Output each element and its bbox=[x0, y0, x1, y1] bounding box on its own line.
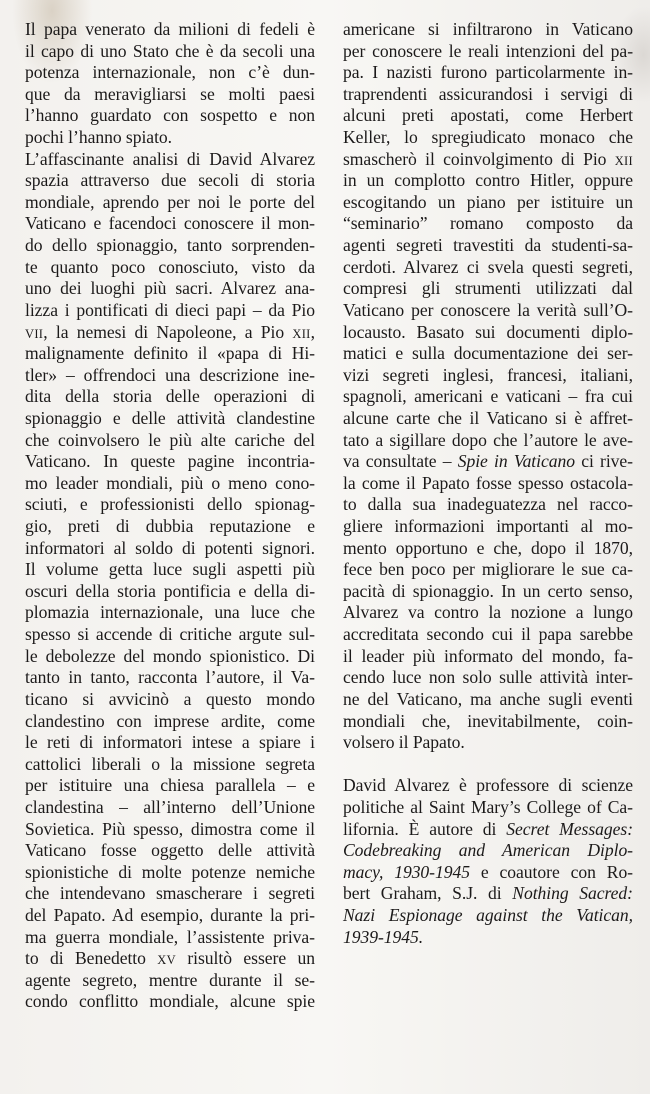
text-line: l’hanno guardato con sospetto e non bbox=[25, 105, 315, 126]
roman-numeral: XII bbox=[614, 153, 633, 168]
bio-line bbox=[343, 840, 633, 862]
text-line: escogitando un piano per istituire un bbox=[343, 191, 633, 212]
roman-numeral: XV bbox=[157, 953, 176, 968]
text-line: la come il Papato fosse spesso ostacola- bbox=[343, 472, 633, 493]
text-line: che coinvolsero le più alte cariche del bbox=[25, 429, 315, 450]
text-line: agenti segreti travestiti da studenti-sa- bbox=[343, 235, 633, 256]
text-segment: smascherò il coinvolgimento di Pio bbox=[343, 148, 615, 169]
text-line: te quanto poco conosciuto, visto da bbox=[25, 256, 315, 277]
text-line: accreditata secondo cui il papa sarebbe bbox=[343, 624, 633, 645]
text-line: dita della storia delle operazioni di bbox=[25, 386, 315, 407]
text-line: per istituire una chiesa parallela – e bbox=[25, 775, 315, 796]
text-line: tanto in tanto, racconta l’autore, il Va- bbox=[25, 667, 315, 688]
text-line: clandestino con imprese ardite, come bbox=[25, 710, 315, 731]
text-line: volsero il Papato. bbox=[343, 732, 465, 753]
text-line: alcuni preti apostati, come Herbert bbox=[343, 105, 633, 126]
text-line: Vaticano per conoscere la verità sull’O- bbox=[343, 299, 633, 320]
text-line: Vaticano. In queste pagine incontria- bbox=[25, 451, 315, 472]
text-line: uno dei luoghi più sacri. Alvarez ana- bbox=[25, 278, 315, 299]
text-line: Alvarez va contro la nozione a lungo bbox=[343, 602, 633, 623]
bio-line bbox=[343, 862, 633, 884]
text-line: lizza i pontificati di dieci papi – da Pio bbox=[25, 299, 315, 320]
blurb-left-column bbox=[25, 19, 315, 1013]
text-line: malignamente definito il «papa di Hi- bbox=[25, 343, 315, 364]
text-line: agente segreto, mentre durante il se- bbox=[25, 969, 315, 990]
book-title-italic: Codebreaking and American Diplo- bbox=[343, 840, 633, 861]
book-title-italic: Nothing Sacred: bbox=[512, 883, 633, 904]
roman-numeral: XII bbox=[292, 326, 311, 341]
text-line: do dello spionaggio, tanto sorprenden- bbox=[25, 235, 315, 256]
bio-line bbox=[343, 819, 633, 841]
author-bio bbox=[343, 775, 633, 948]
text-line: spionistiche di molte potenze nemiche bbox=[25, 861, 315, 882]
text-line: pochi l’hanno spiato. bbox=[25, 127, 173, 148]
text-segment: , bbox=[310, 321, 315, 342]
text-line: “seminario” romano composto da bbox=[343, 213, 633, 234]
text-line: que da meravigliarsi se molti paesi bbox=[25, 83, 315, 104]
text-line: traprendenti assicurandosi i servigi di bbox=[343, 83, 633, 104]
text-line: ticano si avvicinò a questo mondo bbox=[25, 688, 315, 709]
text-line: tato a sigillare dopo che l’autore le ave- bbox=[343, 429, 633, 450]
text-line: le debolezze del mondo spionistico. Di bbox=[25, 645, 315, 666]
book-title-italic: 1939-1945. bbox=[343, 926, 424, 947]
text-line: compresi gli strumenti utilizzati dal bbox=[343, 278, 633, 299]
text-line: alcune carte che il Vaticano si è affret- bbox=[343, 407, 633, 428]
roman-numeral: VII bbox=[25, 326, 44, 341]
text-line: spesso si accende di critiche argute sul- bbox=[25, 624, 315, 645]
text-line: pacità di spionaggio. In un certo senso, bbox=[343, 580, 633, 601]
text-line: Il volume getta luce sugli aspetti più bbox=[25, 559, 315, 580]
text-line bbox=[343, 451, 633, 473]
text-line: Vaticano e facendoci conoscere il mon- bbox=[25, 213, 315, 234]
text-line: ne del Vaticano, ma anche sugli eventi bbox=[343, 688, 633, 709]
text-line: per conoscere le reali intenzioni del pa- bbox=[343, 40, 633, 61]
text-line: mondiali che, inevitabilmente, coin- bbox=[343, 710, 633, 731]
text-line: in un complotto contro Hitler, oppure bbox=[343, 170, 633, 191]
text-line: le reti di informatori intese a spiare i bbox=[25, 732, 315, 753]
bio-line: politiche al Saint Mary’s College of Ca- bbox=[343, 796, 633, 817]
text-line: Vaticano fosse oggetto delle attività bbox=[25, 840, 315, 861]
text-line: potenza internazionale, non c’è dun- bbox=[25, 62, 315, 83]
text-line: mo leader mondiali, più o meno cono- bbox=[25, 472, 315, 493]
text-line: ma guerra mondiale, l’assistente priva- bbox=[25, 926, 315, 947]
text-line bbox=[25, 948, 315, 970]
text-line: americane si infiltrarono in Vaticano bbox=[343, 19, 633, 39]
text-line: spazia attraverso due secoli di storia bbox=[25, 170, 315, 191]
text-line: gio, preti di dubbia reputazione e bbox=[25, 516, 315, 537]
bio-line: David Alvarez è professore di scienze bbox=[343, 775, 633, 796]
text-segment: bert Graham, S.J. di bbox=[343, 883, 513, 904]
text-line: cerdoti. Alvarez ci svela questi segreti, bbox=[343, 256, 633, 277]
blurb-right-column bbox=[343, 19, 633, 948]
text-line: condo conflitto mondiale, alcune spie bbox=[25, 991, 315, 1012]
bio-line bbox=[343, 883, 633, 905]
text-line: Sovietica. Più spesso, dimostra come il bbox=[25, 818, 315, 839]
text-line: plomazia internazionale, una luce che bbox=[25, 602, 315, 623]
text-line: tler» – offrendoci una descrizione ine- bbox=[25, 364, 315, 385]
text-line: Keller, lo spregiudicato monaco che bbox=[343, 127, 633, 148]
text-segment: lifornia. È autore di bbox=[343, 818, 507, 839]
book-title-italic: Spie in Vaticano bbox=[457, 451, 575, 472]
book-title-italic: macy, 1930-1945 bbox=[343, 861, 470, 882]
book-title-italic: Nazi Espionage against the Vatican, bbox=[343, 904, 633, 925]
text-line: gliere informazioni importanti al mo- bbox=[343, 516, 633, 537]
book-title-italic: Secret Messages: bbox=[506, 818, 634, 839]
text-line: sciuti, e professionisti dello spionag- bbox=[25, 494, 315, 515]
text-line: mento opportuno e che, dopo il 1870, bbox=[343, 537, 633, 558]
text-segment: to di Benedetto bbox=[25, 948, 158, 969]
text-segment: e coautore con Ro- bbox=[469, 861, 633, 882]
text-line bbox=[343, 149, 633, 171]
text-line: pa. I nazisti furono particolarmente in- bbox=[343, 62, 633, 83]
text-line: L’affascinante analisi di David Alvarez bbox=[25, 148, 315, 169]
text-line: cendo luce non solo sulle attività inter- bbox=[343, 667, 633, 688]
text-line: clandestina – all’interno dell’Unione bbox=[25, 796, 315, 817]
text-line: Il papa venerato da milioni di fedeli è bbox=[25, 19, 315, 39]
text-line: vizi segreti inglesi, francesi, italiani, bbox=[343, 364, 633, 385]
paragraph-spacer bbox=[343, 754, 633, 776]
text-line: matici e sulla documentazione dei ser- bbox=[343, 343, 633, 364]
bio-line bbox=[343, 927, 633, 949]
text-line: spagnoli, americani e vaticani – fra cui bbox=[343, 386, 633, 407]
text-line: del Papato. Ad esempio, durante la pri- bbox=[25, 904, 315, 925]
text-segment: va consultate – bbox=[343, 451, 458, 472]
text-line: to dalla sua inadeguatezza nel racco- bbox=[343, 494, 633, 515]
text-segment: ci rive- bbox=[575, 451, 633, 472]
bio-line bbox=[343, 905, 633, 927]
text-line: cattolici liberali o la missione segreta bbox=[25, 753, 315, 774]
text-line: il capo di uno Stato che è da secoli una bbox=[25, 40, 315, 61]
text-line: che intendevano smascherare i segreti bbox=[25, 883, 315, 904]
text-line: spionaggio e delle attività clandestine bbox=[25, 407, 315, 428]
text-line: informatori al soldo di potenti signori. bbox=[25, 537, 315, 558]
text-line: locausto. Basato sui documenti diplo- bbox=[343, 321, 633, 342]
text-segment: risultò essere un bbox=[175, 948, 315, 969]
text-line: oscuri della storia pontificia e della di- bbox=[25, 580, 315, 601]
text-line: il leader più informato del mondo, fa- bbox=[343, 645, 633, 666]
text-line bbox=[25, 322, 315, 344]
text-line: fece ben poco per migliorare le sue ca- bbox=[343, 559, 633, 580]
text-line: mondiale, aprendo per noi le porte del bbox=[25, 191, 315, 212]
text-segment: , la nemesi di Napoleone, a Pio bbox=[43, 321, 293, 342]
